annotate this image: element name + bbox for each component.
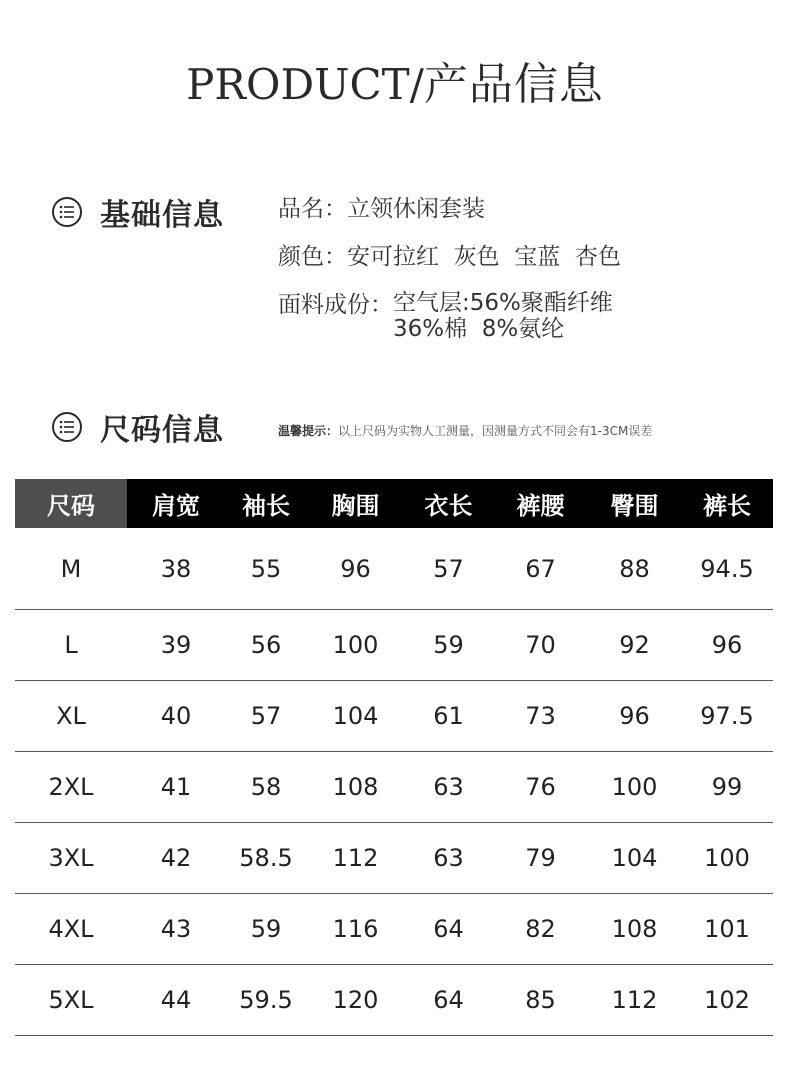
table-row: [15, 823, 773, 894]
value-cell: 85: [525, 986, 556, 1014]
value-cell: 79: [525, 844, 556, 872]
table-row: [15, 610, 773, 681]
header-cell: 肩宽: [152, 492, 200, 520]
header-cell: 胸围: [331, 492, 380, 520]
color-row: [278, 242, 621, 272]
value-cell: 56: [250, 631, 282, 659]
value-cell: 59: [433, 631, 464, 659]
material-line-2: 36%棉 8%氨纶: [393, 316, 565, 342]
color-value: 安可拉红 灰色 宝蓝 杏色: [347, 244, 621, 270]
value-cell: 64: [433, 915, 464, 943]
material-label: 面料成份：: [278, 292, 393, 318]
header-cell: 袖长: [242, 492, 290, 520]
size-info-title: 尺码信息: [100, 413, 224, 448]
size-cell: 2XL: [48, 773, 94, 801]
list-icon: [52, 197, 82, 227]
value-cell: 104: [611, 844, 658, 872]
value-cell: 94.5: [700, 554, 754, 583]
value-cell: 64: [433, 986, 464, 1014]
value-cell: 96: [340, 554, 371, 583]
value-cell: 70: [525, 631, 556, 659]
table-row: [15, 894, 773, 965]
value-cell: 120: [332, 986, 379, 1014]
value-cell: 101: [704, 915, 750, 943]
table-row: [15, 681, 773, 752]
value-cell: 43: [160, 915, 192, 943]
table-header: [15, 479, 773, 528]
value-cell: 96: [619, 702, 650, 730]
size-cell: 4XL: [48, 915, 94, 943]
value-cell: 97.5: [700, 702, 754, 730]
title-slash: /: [409, 60, 424, 109]
product-name-label: 品名：: [278, 196, 347, 222]
value-cell: 61: [433, 702, 464, 730]
value-cell: 92: [619, 631, 650, 659]
value-cell: 63: [433, 844, 464, 872]
value-cell: 76: [525, 773, 556, 801]
value-cell: 112: [611, 986, 658, 1014]
table-row: [15, 528, 773, 610]
value-cell: 42: [160, 844, 192, 872]
value-cell: 96: [711, 631, 743, 659]
header-cell: 臀围: [610, 492, 659, 520]
value-cell: 58: [250, 773, 282, 801]
value-cell: 100: [611, 773, 658, 801]
size-table: [15, 479, 773, 1036]
value-cell: 108: [611, 915, 658, 943]
header-cell: 裤长: [703, 492, 751, 520]
title-chinese: 产品信息: [423, 59, 604, 110]
value-cell: 102: [704, 986, 750, 1014]
header-cell: 衣长: [424, 492, 473, 520]
list-icon: [52, 412, 82, 442]
value-cell: 44: [160, 986, 192, 1014]
value-cell: 82: [525, 915, 556, 943]
size-cell: 5XL: [48, 986, 94, 1014]
value-cell: 38: [160, 554, 192, 583]
value-cell: 100: [704, 844, 750, 872]
basic-info-heading: [52, 190, 224, 234]
title-english: PRODUCT: [186, 60, 410, 109]
value-cell: 55: [250, 554, 282, 583]
header-cell: 裤腰: [516, 492, 565, 520]
value-cell: 59.5: [239, 986, 293, 1014]
value-cell: 73: [525, 702, 556, 730]
value-cell: 67: [525, 554, 556, 583]
product-name-row: [278, 194, 485, 224]
value-cell: 63: [433, 773, 464, 801]
value-cell: 41: [160, 773, 192, 801]
material-row: [278, 290, 613, 342]
product-name-value: 立领休闲套装: [347, 196, 485, 222]
value-cell: 116: [332, 915, 379, 943]
value-cell: 57: [433, 554, 464, 583]
value-cell: 88: [619, 554, 650, 583]
color-label: 颜色：: [278, 244, 347, 270]
size-cell: XL: [56, 702, 86, 730]
value-cell: 112: [332, 844, 379, 872]
header-cell: 尺码: [15, 479, 127, 528]
value-cell: 104: [332, 702, 379, 730]
size-cell: 3XL: [48, 844, 94, 872]
table-row: [15, 965, 773, 1036]
tip-label: 温馨提示：: [278, 424, 339, 438]
page-title: [0, 48, 790, 112]
table-body: [15, 528, 773, 1036]
table-row: [15, 752, 773, 823]
value-cell: 39: [160, 631, 192, 659]
material-line-1: 空气层:56%聚酯纤维: [393, 290, 613, 316]
size-info-heading: [52, 405, 224, 449]
tip-text: 以上尺码为实物人工测量，因测量方式不同会有1-3CM误差: [338, 424, 653, 438]
size-cell: L: [64, 631, 78, 659]
size-cell: M: [60, 554, 82, 583]
value-cell: 108: [332, 773, 379, 801]
value-cell: 100: [332, 631, 379, 659]
value-cell: 59: [250, 915, 282, 943]
value-cell: 99: [711, 773, 743, 801]
basic-info-title: 基础信息: [100, 198, 224, 233]
value-cell: 58.5: [239, 844, 293, 872]
value-cell: 57: [250, 702, 282, 730]
size-tip: [278, 422, 652, 439]
value-cell: 40: [160, 702, 192, 730]
